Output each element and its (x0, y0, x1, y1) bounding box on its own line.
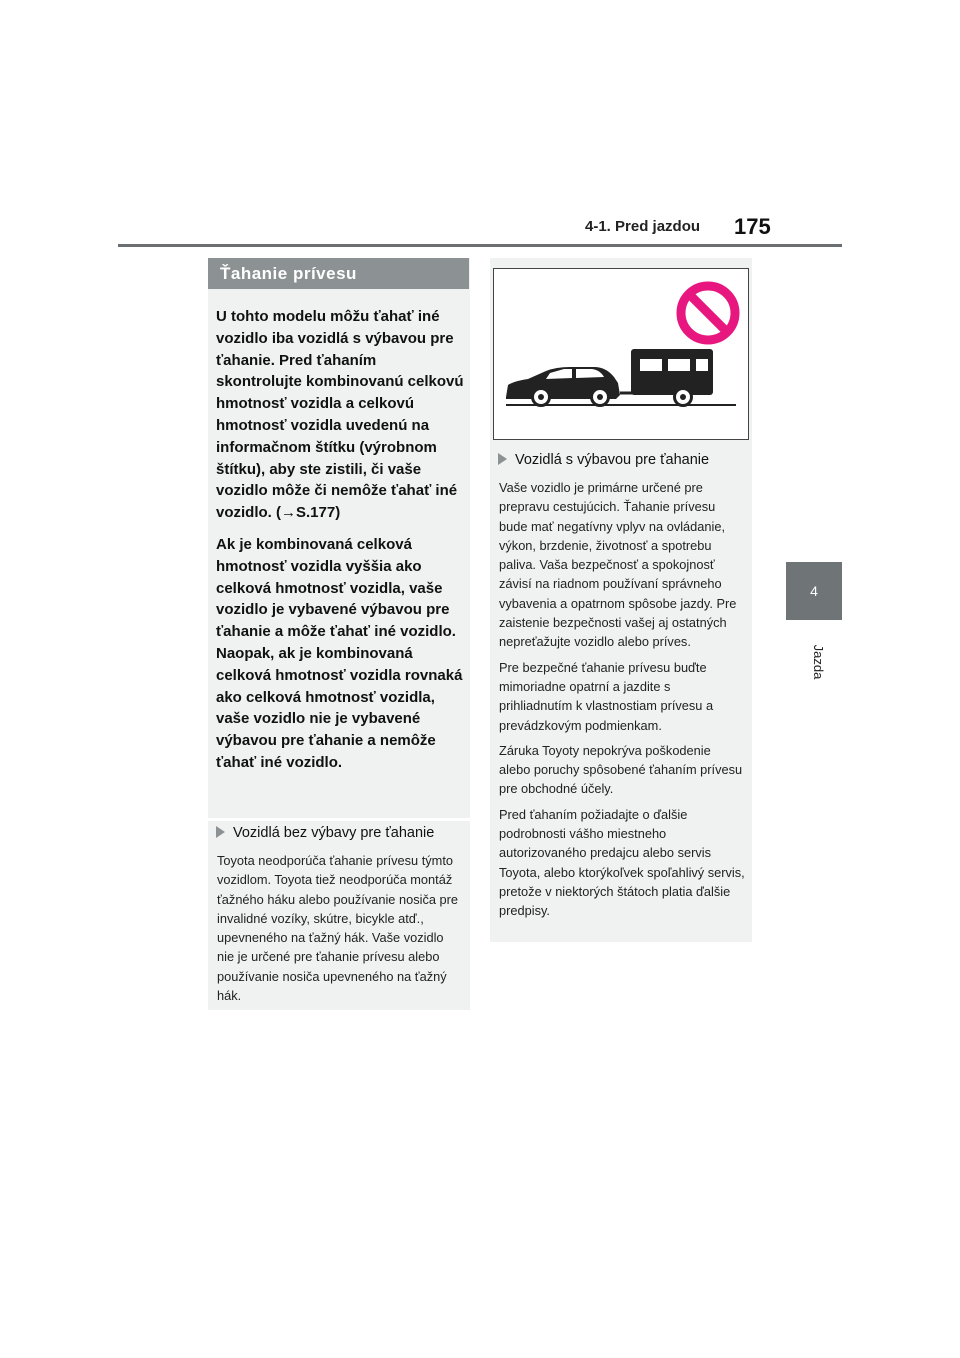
subheading-tow (498, 452, 748, 468)
tow-paragraph-4: Pred ťahaním požiadajte o ďalšie podrobnosti vášho miestneho autorizovaného predajcu alebo servis Toyota, alebo ktorýkoľvek spoľahlivý servis, pretože v niektorých štátoch platia ďalšie predpisy. (499, 806, 745, 919)
chapter-tab: 4 (786, 562, 842, 620)
intro-paragraph-2: Ak je kombinovaná celková hmotnosť vozidla vyššia ako celková hmotnosť vozidla, vaše vozidlo je vybavené výbavou pre ťahanie a môže ťahať iné vozidlo. Naopak, ak je kombinovaná celková hmotnosť vozidla rovnaká ako celková hmotnosť vozidla, vaše vozidlo nie je vybavené výbavou pre ťahanie a nemôže ťahať iné vozidlo. (216, 535, 463, 771)
car-trailer-prohibited-icon (494, 269, 748, 439)
towing-illustration (493, 268, 749, 440)
triangle-bullet-icon (498, 453, 507, 465)
tow-paragraph-2: Pre bezpečné ťahanie prívesu buďte mimoriadne opatrní a jazdite s prihliadnutím k vlastnostiam prívesu a prevádzkovým podmienkam. (499, 659, 714, 733)
no-tow-paragraph: Toyota neodporúča ťahanie prívesu týmto vozidlom. Toyota tiež neodporúča montáž ťažného háku alebo používanie nosiča pre invalidné vozíky, skútre, bicykle atď., upevneného na ťažný hák. Vaše vozidlo nie je určené pre ťahanie prívesu alebo používanie nosiča upevneného na ťažný hák. (217, 853, 459, 1004)
section-title: 4-1. Pred jazdou (585, 218, 701, 235)
intro-paragraph-1: U tohto modelu môžu ťahať iné vozidlo iba vozidlá s výbavou pre ťahanie. Pred ťahaním skontrolujte kombinovanú celkovú hmotnosť vozidla a celkovú hmotnosť vozidla uvedenú na informačnom štítku (výrobnom štítku), aby ste zistili, či vaše vozidlo môže či nemôže ťahať iné vozidlo. (→S.177) (216, 308, 464, 522)
tow-body (499, 478, 745, 927)
subheading-no-tow (216, 825, 464, 841)
intro-text (216, 306, 464, 784)
no-tow-body (217, 851, 461, 1011)
subheading-no-tow-label: Vozidlá bez výbavy pre ťahanie (233, 825, 435, 841)
subheading-tow-label: Vozidlá s výbavou pre ťahanie (515, 452, 710, 468)
tow-paragraph-1: Vaše vozidlo je primárne určené pre prepravu cestujúcich. Ťahanie prívesu bude mať negatívny vplyv na ovládanie, výkon, brzdenie, životnosť a spotrebu paliva. Vaša bezpečnosť a spokojnosť závisí na riadnom používaní správneho vybavenia a opatrnom spôsobe jazdy. Pre zaistenie bezpečnosti vašej aj ostatných nepreťažujte vozidlo alebo príves. (499, 480, 737, 650)
page-number: 175 (734, 214, 771, 239)
chapter-label: Jazda (811, 644, 826, 680)
tow-paragraph-3: Záruka Toyoty nepokrýva poškodenie alebo poruchy spôsobené ťahaním prívesu pre obchodné účely. (499, 742, 743, 797)
triangle-bullet-icon (216, 826, 225, 838)
header-rule (118, 244, 842, 247)
panel-separator (208, 818, 470, 821)
section-heading: Ťahanie prívesu (208, 258, 469, 289)
